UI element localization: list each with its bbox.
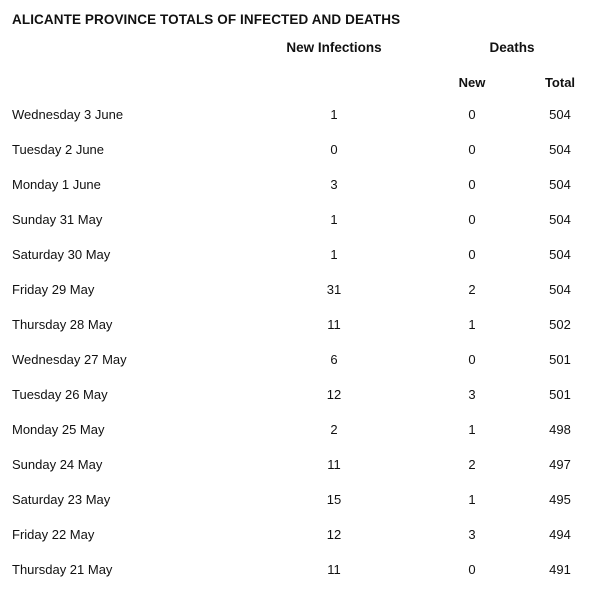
cell-date: Thursday 21 May	[12, 562, 113, 577]
cell-new-infections: 6	[330, 352, 338, 367]
cell-new-infections: 2	[330, 422, 338, 437]
cell-date: Saturday 30 May	[12, 247, 111, 262]
cell-new-infections: 12	[326, 527, 342, 542]
cell-deaths-total: 504	[549, 107, 571, 122]
cell-date: Monday 1 June	[12, 177, 101, 192]
cell-deaths-new: 1	[468, 317, 476, 332]
cell-deaths-new: 2	[468, 457, 476, 472]
cell-deaths-total: 504	[549, 282, 571, 297]
header-sub-blank-date	[0, 67, 244, 97]
table-row	[0, 482, 600, 517]
table-row	[0, 342, 600, 377]
table-row	[0, 307, 600, 342]
table-row	[0, 167, 600, 202]
cell-deaths-new: 1	[468, 492, 476, 507]
cell-deaths-new: 0	[468, 247, 476, 262]
table-row	[0, 132, 600, 167]
table-row	[0, 412, 600, 447]
header-deaths-new: New	[458, 74, 486, 90]
cell-deaths-new: 2	[468, 282, 476, 297]
cell-deaths-total: 501	[549, 387, 571, 402]
header-deaths-total: Total	[544, 74, 576, 90]
cell-deaths-total: 495	[549, 492, 571, 507]
cell-deaths-new: 0	[468, 562, 476, 577]
cell-deaths-total: 491	[549, 562, 571, 577]
cell-deaths-new: 3	[468, 527, 476, 542]
cell-deaths-total: 494	[549, 527, 571, 542]
cell-date: Monday 25 May	[12, 422, 105, 437]
header-new-infections: New Infections	[286, 39, 382, 55]
cell-deaths-new: 3	[468, 387, 476, 402]
cell-new-infections: 15	[326, 492, 342, 507]
cell-deaths-total: 497	[549, 457, 571, 472]
cell-deaths-total: 504	[549, 212, 571, 227]
cell-deaths-new: 1	[468, 422, 476, 437]
cell-new-infections: 1	[330, 107, 338, 122]
cell-date: Tuesday 26 May	[12, 387, 108, 402]
cell-deaths-total: 502	[549, 317, 571, 332]
cell-date: Friday 22 May	[12, 527, 95, 542]
cell-new-infections: 31	[326, 282, 342, 297]
cell-date: Saturday 23 May	[12, 492, 111, 507]
cell-new-infections: 12	[326, 387, 342, 402]
cell-deaths-total: 504	[549, 247, 571, 262]
cell-date: Tuesday 2 June	[12, 142, 105, 157]
cell-deaths-new: 0	[468, 142, 476, 157]
cell-date: Sunday 31 May	[12, 212, 103, 227]
table-row	[0, 202, 600, 237]
table-row	[0, 377, 600, 412]
cell-deaths-total: 498	[549, 422, 571, 437]
page-title: ALICANTE PROVINCE TOTALS OF INFECTED AND DEATHS	[12, 12, 401, 27]
cell-deaths-new: 0	[468, 352, 476, 367]
table-row	[0, 552, 600, 587]
cell-deaths-total: 504	[549, 142, 571, 157]
cell-deaths-total: 504	[549, 177, 571, 192]
header-deaths: Deaths	[489, 39, 535, 55]
cell-date: Friday 29 May	[12, 282, 95, 297]
cell-new-infections: 1	[330, 212, 338, 227]
header-row-group	[0, 27, 600, 67]
totals-table	[0, 27, 600, 587]
header-row-sub	[0, 67, 600, 97]
cell-deaths-new: 0	[468, 212, 476, 227]
header-sub-blank-infections	[244, 67, 424, 97]
cell-deaths-new: 0	[468, 107, 476, 122]
table-row	[0, 447, 600, 482]
cell-new-infections: 0	[330, 142, 338, 157]
cell-date: Wednesday 27 May	[12, 352, 127, 367]
cell-new-infections: 11	[327, 317, 341, 332]
table-header	[0, 27, 600, 97]
cell-new-infections: 3	[330, 177, 338, 192]
table-row	[0, 517, 600, 552]
table-row	[0, 97, 600, 132]
table-body	[0, 97, 600, 587]
cell-date: Sunday 24 May	[12, 457, 103, 472]
cell-new-infections: 1	[330, 247, 338, 262]
cell-new-infections: 11	[327, 562, 341, 577]
table-row	[0, 272, 600, 307]
cell-new-infections: 11	[327, 457, 341, 472]
cell-date: Wednesday 3 June	[12, 107, 124, 122]
header-date	[0, 27, 244, 67]
table-row	[0, 237, 600, 272]
cell-date: Thursday 28 May	[12, 317, 113, 332]
cell-deaths-new: 0	[468, 177, 476, 192]
cell-deaths-total: 501	[549, 352, 571, 367]
